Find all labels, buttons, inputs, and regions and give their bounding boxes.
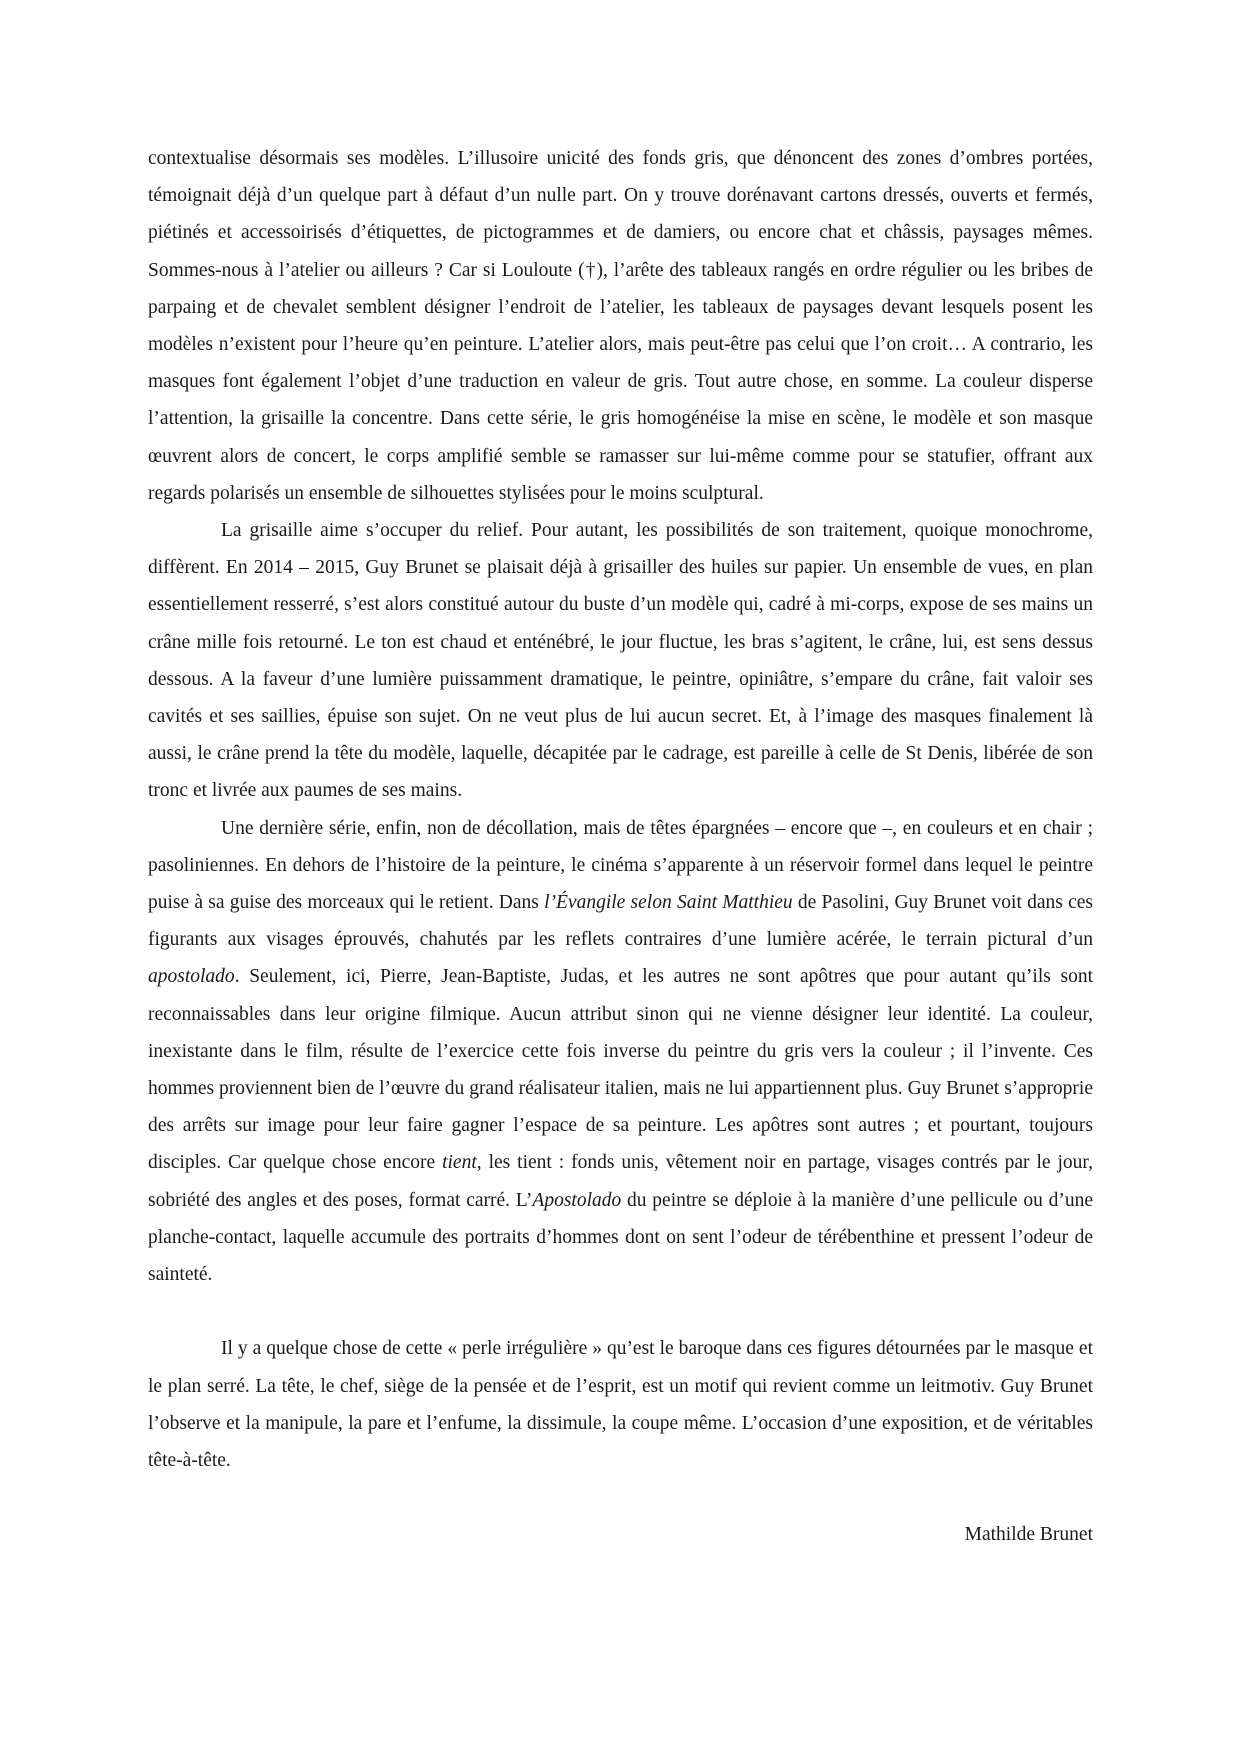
paragraph [148,1330,1093,1479]
paragraph [148,140,1093,512]
paragraph-gap [148,1293,1093,1330]
author-signature: Mathilde Brunet [964,1524,1093,1546]
text-segment: de Pasolini, Guy Brunet voit dans ces figurants aux visages éprouvés, chahutés par les reflets contraires d’une lumière acérée, le terrain pictural d’un [148,892,1093,951]
document-page [148,140,1093,1553]
paragraph [148,512,1093,810]
text-segment: , les tient : fonds unis, vêtement noir en partage, visages contrés par le jour, sobriété des angles et des poses, format carré. L’ [148,1152,1093,1211]
text-segment: du peintre se déploie à la manière d’une pellicule ou d’une planche-contact, laquelle accumule des portraits d’hommes dont on sent l’odeur de térébenthine et pressent l’odeur de sainteté. [148,1189,1094,1286]
paragraph [148,810,1093,1294]
italic-text: Apostolado [532,1189,622,1211]
italic-text: apostolado [148,966,235,988]
body-text [148,140,1093,1479]
text-segment: . Seulement, ici, Pierre, Jean-Baptiste, Judas, et les autres ne sont apôtres que pour autant qu’ils sont reconnaissables dans leur origine filmique. Aucun attribut sinon qui ne vienne désigner leur identité. La couleur, inexistante dans le film, résulte de l’exercice cette fois inverse du peintre du gris vers la couleur ; il l’invente. Ces hommes proviennent bien de l’œuvre du grand réalisateur italien, mais ne lui appartiennent plus. Guy Brunet s’approprie des arrêts sur image pour leur faire gagner l’espace de sa peinture. Les apôtres sont autres ; et pourtant, toujours disciples. Car quelque chose encore [148,966,1093,1174]
text-segment: contextualise désormais ses modèles. L’illusoire unicité des fonds gris, que dénoncent des zones d’ombres portées, témoignait déjà d’un quelque part à défaut d’un nulle part. On y trouve dorénavant cartons dressés, ouverts et fermés, piétinés et accessoirisés d’étiquettes, de pictogrammes et de damiers, ou encore chat et châssis, paysages mêmes. Sommes-nous à l’atelier ou ailleurs ? Car si Louloute (†), l’arête des tableaux rangés en ordre régulier ou les bribes de parpaing et de chevalet semblent désigner l’endroit de l’atelier, les tableaux de paysages devant lesquels posent les modèles n’existent pour l’heure qu’en peinture. L’atelier alors, mais peut-être pas celui que l’on croit… A contrario, les masques font également l’objet d’une traduction en valeur de gris. Tout autre chose, en somme. La couleur disperse l’attention, la grisaille la concentre. Dans cette série, le gris homogénéise la mise en scène, le modèle et son masque œuvrent alors de concert, le corps amplifié semble se ramasser sur lui-même comme pour se statufier, offrant aux regards polarisés un ensemble de silhouettes stylisées pour le moins sculptural. [148,148,1093,504]
italic-text: l’Évangile selon Saint Matthieu [544,892,793,914]
text-segment: Une dernière série, enfin, non de décollation, mais de têtes épargnées – encore que –, en couleurs et en chair ; pasoliniennes. En dehors de l’histoire de la peinture, le cinéma s’apparente à un réservoir formel dans lequel le peintre puise à sa guise des morceaux qui le retient. Dans [148,817,1093,914]
italic-text: tient [442,1152,477,1174]
text-segment: La grisaille aime s’occuper du relief. Pour autant, les possibilités de son traitement, quoique monochrome, diffèrent. En 2014 – 2015, Guy Brunet se plaisait déjà à grisailler des huiles sur papier. Un ensemble de vues, en plan essentiellement resserré, s’est alors constitué autour du buste d’un modèle qui, cadré à mi-corps, expose de ses mains un crâne mille fois retourné. Le ton est chaud et enténébré, le jour fluctue, les bras s’agitent, le crâne, lui, est sens dessus dessous. A la faveur d’une lumière puissamment dramatique, le peintre, opiniâtre, s’empare du crâne, fait valoir ses cavités et ses saillies, épuise son sujet. On ne veut plus de lui aucun secret. Et, à l’image des masques finalement là aussi, le crâne prend la tête du modèle, laquelle, décapitée par le cadrage, est pareille à celle de St Denis, libérée de son tronc et livrée aux paumes de ses mains. [148,520,1093,802]
text-segment: Il y a quelque chose de cette « perle irrégulière » qu’est le baroque dans ces figures détournées par le masque et le plan serré. La tête, le chef, siège de la pensée et de l’esprit, est un motif qui revient comme un leitmotiv. Guy Brunet l’observe et la manipule, la pare et l’enfume, la dissimule, la coupe même. L’occasion d’une exposition, et de véritables tête-à-tête. [148,1338,1093,1471]
